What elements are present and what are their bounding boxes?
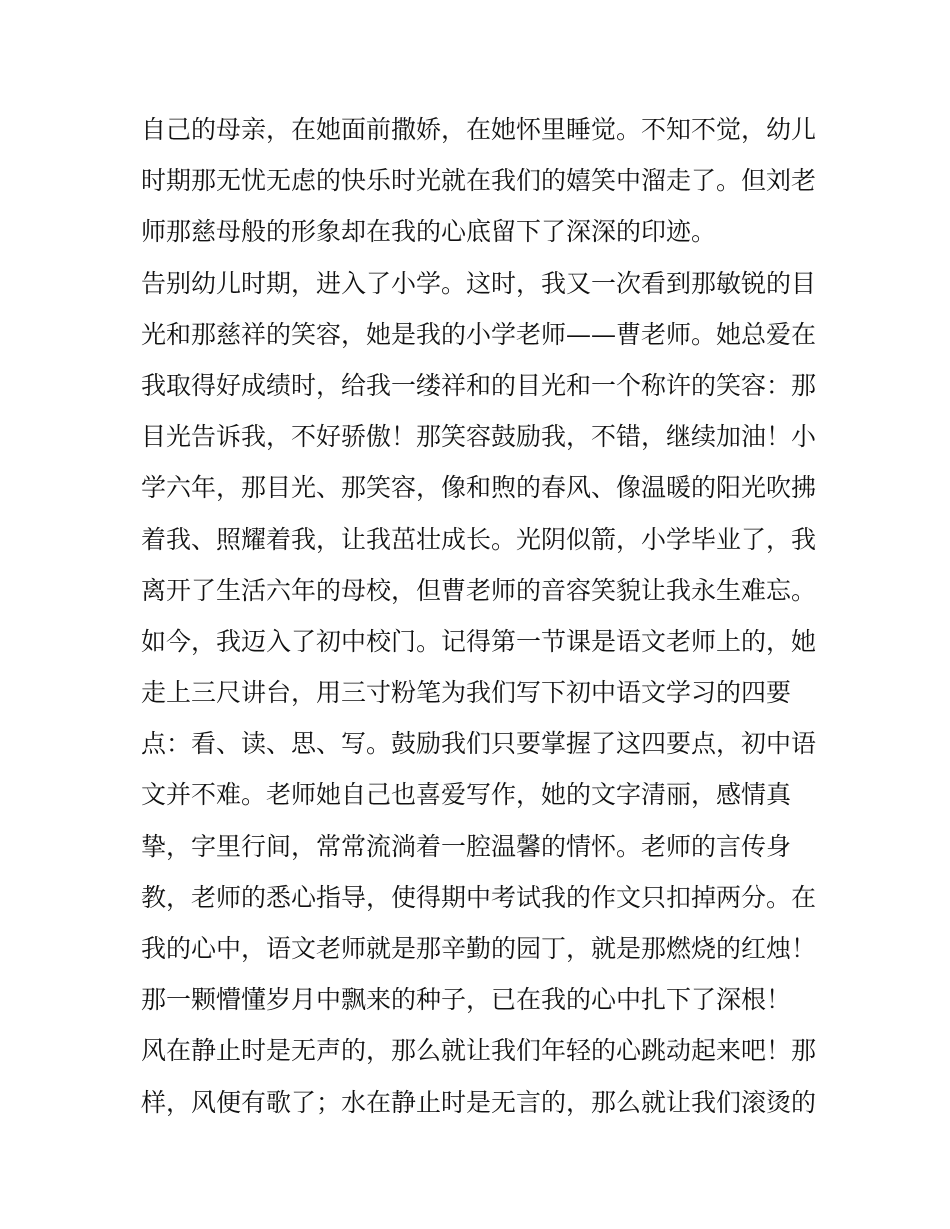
text-line: 着我、照耀着我，让我茁壮成长。光阴似箭，小学毕业了，我 — [141, 524, 817, 554]
text-line: 教，老师的悉心指导，使得期中考试我的作文只扣掉两分。在 — [141, 882, 817, 912]
text-line: 样，风便有歌了；水在静止时是无言的，那么就让我们滚烫的 — [141, 1087, 817, 1117]
text-line: 文并不难。老师她自己也喜爱写作，她的文字清丽，感情真 — [141, 780, 792, 810]
text-line: 目光告诉我，不好骄傲！那笑容鼓励我，不错，继续加油！小 — [141, 422, 817, 452]
text-line: 学六年，那目光、那笑容，像和煦的春风、像温暖的阳光吹拂 — [141, 473, 817, 503]
text-line: 那一颗懵懂岁月中飘来的种子，已在我的心中扎下了深根！ — [141, 985, 792, 1015]
text-line: 我取得好成绩时，给我一缕祥和的目光和一个称许的笑容：那 — [141, 370, 817, 400]
text-line: 师那慈母般的形象却在我的心底留下了深深的印迹。 — [141, 217, 717, 247]
text-line: 自己的母亲，在她面前撒娇，在她怀里睡觉。不知不觉，幼儿 — [141, 115, 817, 144]
text-line: 我的心中，语文老师就是那辛勤的园丁，就是那燃烧的红烛！ — [141, 934, 817, 963]
text-line: 时期那无忧无虑的快乐时光就在我们的嬉笑中溜走了。但刘老 — [141, 166, 817, 196]
essay-body — [141, 104, 821, 1128]
text-line: 走上三尺讲台，用三寸粉笔为我们写下初中语文学习的四要 — [141, 678, 792, 708]
text-line: 风在静止时是无声的，那么就让我们年轻的心跳动起来吧！那 — [141, 1036, 817, 1066]
text-line: 光和那慈祥的笑容，她是我的小学老师——曹老师。她总爱在 — [141, 319, 817, 349]
text-line: 点：看、读、思、写。鼓励我们只要掌握了这四要点，初中语 — [141, 729, 817, 759]
text-line: 离开了生活六年的母校，但曹老师的音容笑貌让我永生难忘。 — [141, 575, 817, 605]
text-line: 告别幼儿时期，进入了小学。这时，我又一次看到那敏锐的目 — [141, 268, 817, 298]
text-line: 挚，字里行间，常常流淌着一腔温馨的情怀。老师的言传身 — [141, 831, 792, 861]
text-line: 如今，我迈入了初中校门。记得第一节课是语文老师上的，她 — [141, 626, 817, 656]
